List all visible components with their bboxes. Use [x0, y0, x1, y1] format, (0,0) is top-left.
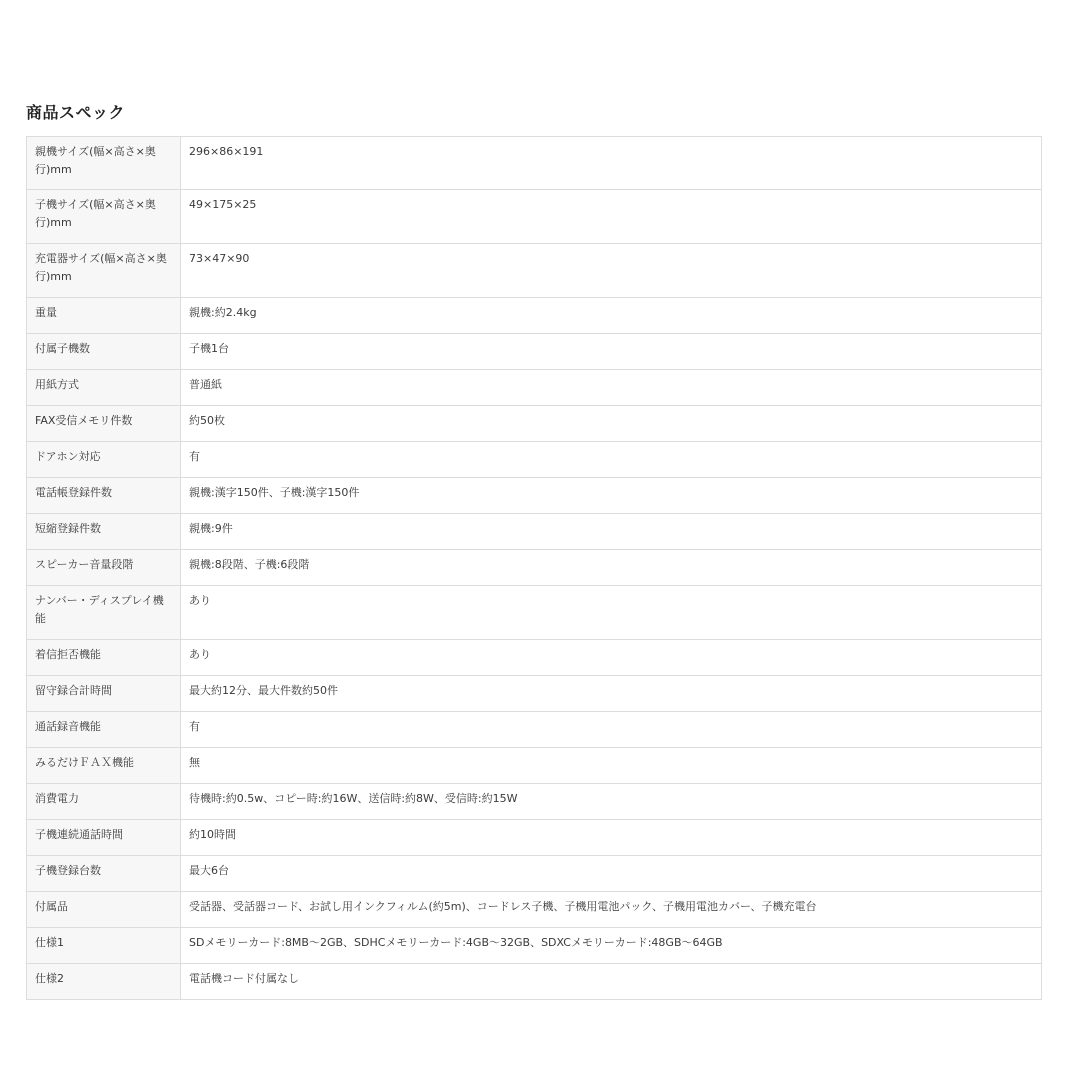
- spec-label: 消費電力: [27, 784, 181, 820]
- spec-value: あり: [181, 640, 1042, 676]
- spec-value: 296×86×191: [181, 137, 1042, 190]
- table-row: [27, 442, 1042, 478]
- spec-label: 子機登録台数: [27, 856, 181, 892]
- spec-value: 親機:約2.4kg: [181, 298, 1042, 334]
- spec-table: [26, 136, 1042, 1000]
- table-row: [27, 928, 1042, 964]
- spec-label: 重量: [27, 298, 181, 334]
- table-row: [27, 298, 1042, 334]
- spec-label: ナンバー・ディスプレイ機能: [27, 586, 181, 640]
- spec-label: 着信拒否機能: [27, 640, 181, 676]
- spec-value: SDメモリーカード:8MB〜2GB、SDHCメモリーカード:4GB〜32GB、SDXCメモリーカード:48GB〜64GB: [181, 928, 1042, 964]
- spec-label: 付属子機数: [27, 334, 181, 370]
- table-row: [27, 478, 1042, 514]
- table-row: [27, 586, 1042, 640]
- spec-label: 通話録音機能: [27, 712, 181, 748]
- spec-label: FAX受信メモリ件数: [27, 406, 181, 442]
- table-row: [27, 550, 1042, 586]
- spec-value: 約50枚: [181, 406, 1042, 442]
- spec-label: ドアホン対応: [27, 442, 181, 478]
- spec-value: 親機:8段階、子機:6段階: [181, 550, 1042, 586]
- spec-label: 用紙方式: [27, 370, 181, 406]
- table-row: [27, 370, 1042, 406]
- table-row: [27, 190, 1042, 244]
- table-row: [27, 892, 1042, 928]
- spec-value: 親機:9件: [181, 514, 1042, 550]
- table-row: [27, 334, 1042, 370]
- spec-value: 電話機コード付属なし: [181, 964, 1042, 1000]
- table-row: [27, 820, 1042, 856]
- spec-label: 付属品: [27, 892, 181, 928]
- spec-label: 短縮登録件数: [27, 514, 181, 550]
- spec-value: あり: [181, 586, 1042, 640]
- table-row: [27, 784, 1042, 820]
- spec-value: 親機:漢字150件、子機:漢字150件: [181, 478, 1042, 514]
- spec-label: 子機連続通話時間: [27, 820, 181, 856]
- spec-label: 親機サイズ(幅×高さ×奥行)mm: [27, 137, 181, 190]
- spec-value: 無: [181, 748, 1042, 784]
- spec-value: 最大6台: [181, 856, 1042, 892]
- section-title: 商品スペック: [26, 103, 126, 122]
- spec-label: みるだけＦＡＸ機能: [27, 748, 181, 784]
- spec-value: 普通紙: [181, 370, 1042, 406]
- spec-value: 73×47×90: [181, 244, 1042, 298]
- table-row: [27, 964, 1042, 1000]
- spec-value: 待機時:約0.5w、コピー時:約16W、送信時:約8W、受信時:約15W: [181, 784, 1042, 820]
- table-row: [27, 640, 1042, 676]
- spec-value: 最大約12分、最大件数約50件: [181, 676, 1042, 712]
- table-row: [27, 676, 1042, 712]
- spec-value: 約10時間: [181, 820, 1042, 856]
- table-row: [27, 137, 1042, 190]
- table-row: [27, 244, 1042, 298]
- spec-value: 有: [181, 442, 1042, 478]
- spec-label: 仕様2: [27, 964, 181, 1000]
- spec-value: 49×175×25: [181, 190, 1042, 244]
- spec-label: 充電器サイズ(幅×高さ×奥行)mm: [27, 244, 181, 298]
- spec-label: スピーカー音量段階: [27, 550, 181, 586]
- table-row: [27, 748, 1042, 784]
- spec-value: 子機1台: [181, 334, 1042, 370]
- spec-label: 仕様1: [27, 928, 181, 964]
- table-row: [27, 712, 1042, 748]
- spec-label: 電話帳登録件数: [27, 478, 181, 514]
- table-row: [27, 856, 1042, 892]
- spec-label: 子機サイズ(幅×高さ×奥行)mm: [27, 190, 181, 244]
- spec-label: 留守録合計時間: [27, 676, 181, 712]
- table-row: [27, 406, 1042, 442]
- table-row: [27, 514, 1042, 550]
- spec-value: 受話器、受話器コード、お試し用インクフィルム(約5m)、コードレス子機、子機用電池パック、子機用電池カバー、子機充電台: [181, 892, 1042, 928]
- spec-value: 有: [181, 712, 1042, 748]
